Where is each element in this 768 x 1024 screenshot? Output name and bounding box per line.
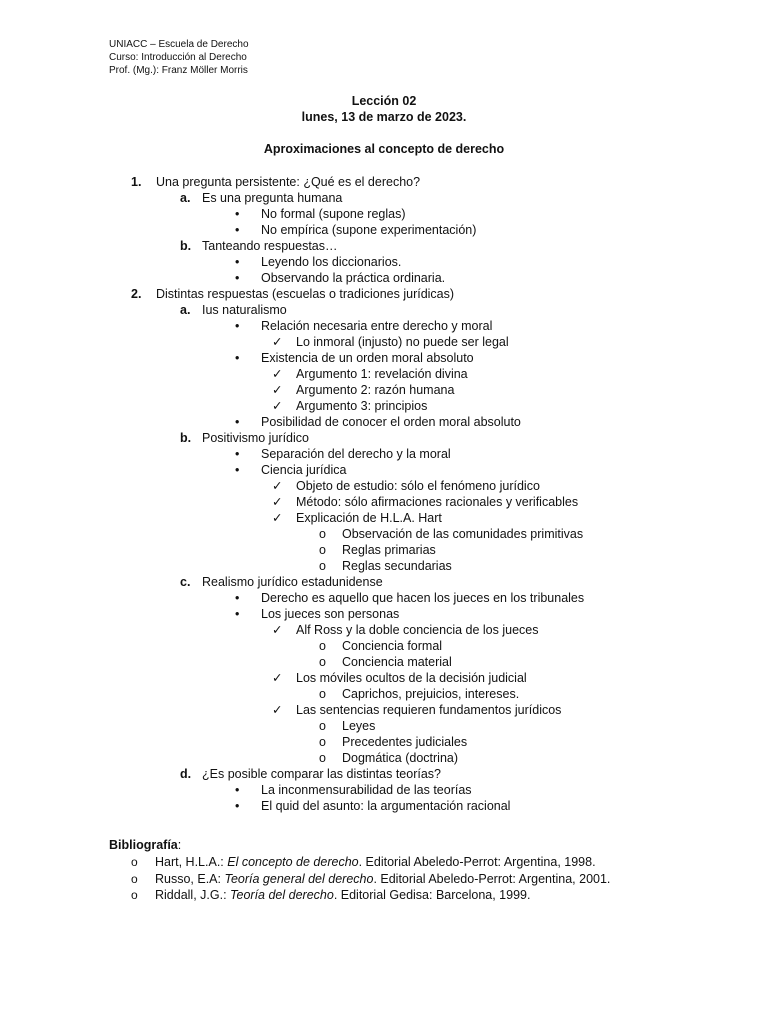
- outline-item: Observación de las comunidades primitivas: [342, 527, 584, 541]
- bullet-icon: •: [235, 271, 240, 285]
- outline-item: No empírica (supone experimentación): [261, 223, 477, 237]
- bullet-icon: •: [235, 207, 240, 221]
- outline-item: Reglas primarias: [342, 543, 436, 557]
- professor-line: Prof. (Mg.): Franz Möller Morris: [109, 65, 248, 76]
- entry-title: Teoría general del derecho: [224, 872, 374, 886]
- outline-item: Reglas secundarias: [342, 559, 452, 573]
- outline-item: Los jueces son personas: [261, 607, 400, 621]
- lesson-number: Lección 02: [351, 94, 417, 108]
- outline-item: Observando la práctica ordinaria.: [261, 271, 446, 285]
- outline-item: Las sentencias requieren fundamentos jurídicos: [296, 703, 562, 717]
- bullet-icon: •: [235, 255, 240, 269]
- circle-bullet-icon: o: [319, 655, 326, 669]
- outline-item: Separación del derecho y la moral: [261, 447, 451, 461]
- entry-title: El concepto de derecho: [227, 855, 359, 869]
- bullet-icon: •: [235, 591, 240, 605]
- outline-item: Argumento 2: razón humana: [296, 383, 455, 397]
- entry-publisher: . Editorial Abeledo-Perrot: Argentina, 1998.: [358, 855, 596, 869]
- circle-bullet-icon: o: [319, 751, 326, 765]
- school-line: UNIACC – Escuela de Derecho: [109, 39, 249, 50]
- outline-item: No formal (supone reglas): [261, 207, 406, 221]
- bibliography-entry: [155, 854, 596, 870]
- outline-number: 1.: [131, 175, 142, 189]
- circle-bullet-icon: o: [131, 855, 138, 869]
- outline-item: Objeto de estudio: sólo el fenómeno jurídico: [296, 479, 540, 493]
- outline-item: Una pregunta persistente: ¿Qué es el derecho?: [156, 175, 421, 189]
- outline-item: Distintas respuestas (escuelas o tradiciones jurídicas): [156, 287, 455, 301]
- outline-item: Leyes: [342, 719, 376, 733]
- outline-item: Derecho es aquello que hacen los jueces en los tribunales: [261, 591, 585, 605]
- bullet-icon: •: [235, 607, 240, 621]
- outline-letter: b.: [180, 239, 192, 253]
- check-icon: ✓: [272, 383, 283, 397]
- entry-publisher: . Editorial Gedisa: Barcelona, 1999.: [333, 888, 531, 902]
- outline-item: Ius naturalismo: [202, 303, 287, 317]
- entry-author: Hart, H.L.A.:: [155, 855, 228, 869]
- bullet-icon: •: [235, 783, 240, 797]
- circle-bullet-icon: o: [319, 543, 326, 557]
- bibliography-heading-colon: :: [177, 838, 182, 852]
- outline-item: Relación necesaria entre derecho y moral: [261, 319, 493, 333]
- bullet-icon: •: [235, 447, 240, 461]
- circle-bullet-icon: o: [319, 735, 326, 749]
- check-icon: ✓: [272, 511, 283, 525]
- outline-item: Posibilidad de conocer el orden moral absoluto: [261, 415, 521, 429]
- bibliography-entry: [155, 887, 530, 903]
- outline-item: Método: sólo afirmaciones racionales y verificables: [296, 495, 579, 509]
- outline-item: Argumento 1: revelación divina: [296, 367, 468, 381]
- circle-bullet-icon: o: [319, 559, 326, 573]
- bullet-icon: •: [235, 319, 240, 333]
- outline-letter: b.: [180, 431, 192, 445]
- outline-item: Tanteando respuestas…: [202, 239, 338, 253]
- outline-letter: d.: [180, 767, 192, 781]
- outline-item: Caprichos, prejuicios, intereses.: [342, 687, 520, 701]
- bullet-icon: •: [235, 351, 240, 365]
- outline-item: Dogmática (doctrina): [342, 751, 459, 765]
- outline-item: Positivismo jurídico: [202, 431, 309, 445]
- bullet-icon: •: [235, 223, 240, 237]
- check-icon: ✓: [272, 335, 283, 349]
- entry-title: Teoría del derecho: [230, 888, 334, 902]
- outline-item: Alf Ross y la doble conciencia de los jueces: [296, 623, 539, 637]
- check-icon: ✓: [272, 367, 283, 381]
- outline-letter: a.: [180, 303, 191, 317]
- bullet-icon: •: [235, 799, 240, 813]
- course-line: Curso: Introducción al Derecho: [109, 52, 247, 63]
- check-icon: ✓: [272, 703, 283, 717]
- lesson-title: Aproximaciones al concepto de derecho: [263, 142, 505, 156]
- bibliography-entry: [155, 871, 610, 887]
- circle-bullet-icon: o: [319, 719, 326, 733]
- outline-item: Leyendo los diccionarios.: [261, 255, 402, 269]
- circle-bullet-icon: o: [319, 639, 326, 653]
- outline-letter: a.: [180, 191, 191, 205]
- check-icon: ✓: [272, 479, 283, 493]
- circle-bullet-icon: o: [131, 872, 138, 886]
- outline-number: 2.: [131, 287, 142, 301]
- check-icon: ✓: [272, 399, 283, 413]
- outline-item: Lo inmoral (injusto) no puede ser legal: [296, 335, 509, 349]
- outline-item: Los móviles ocultos de la decisión judicial: [296, 671, 527, 685]
- outline-item: Argumento 3: principios: [296, 399, 428, 413]
- document-header: [109, 38, 249, 77]
- outline-item: Realismo jurídico estadunidense: [202, 575, 383, 589]
- outline-item: El quid del asunto: la argumentación racional: [261, 799, 511, 813]
- outline-item: Conciencia material: [342, 655, 452, 669]
- bullet-icon: •: [235, 415, 240, 429]
- bullet-icon: •: [235, 463, 240, 477]
- outline-item: Ciencia jurídica: [261, 463, 347, 477]
- outline-item: Es una pregunta humana: [202, 191, 343, 205]
- outline-item: Conciencia formal: [342, 639, 443, 653]
- check-icon: ✓: [272, 671, 283, 685]
- circle-bullet-icon: o: [131, 888, 138, 902]
- outline-item: Explicación de H.L.A. Hart: [296, 511, 442, 525]
- bibliography-heading-text: Bibliografía: [109, 838, 178, 852]
- circle-bullet-icon: o: [319, 687, 326, 701]
- entry-author: Russo, E.A:: [155, 872, 225, 886]
- lesson-date: lunes, 13 de marzo de 2023.: [301, 110, 467, 124]
- outline-item: Existencia de un orden moral absoluto: [261, 351, 474, 365]
- check-icon: ✓: [272, 495, 283, 509]
- outline-item: ¿Es posible comparar las distintas teorías?: [202, 767, 441, 781]
- entry-author: Riddall, J.G.:: [155, 888, 231, 902]
- circle-bullet-icon: o: [319, 527, 326, 541]
- outline-item: La inconmensurabilidad de las teorías: [261, 783, 472, 797]
- bibliography-heading: [109, 838, 181, 852]
- outline-letter: c.: [180, 575, 191, 589]
- entry-publisher: . Editorial Abeledo-Perrot: Argentina, 2001.: [373, 872, 611, 886]
- check-icon: ✓: [272, 623, 283, 637]
- outline-item: Precedentes judiciales: [342, 735, 468, 749]
